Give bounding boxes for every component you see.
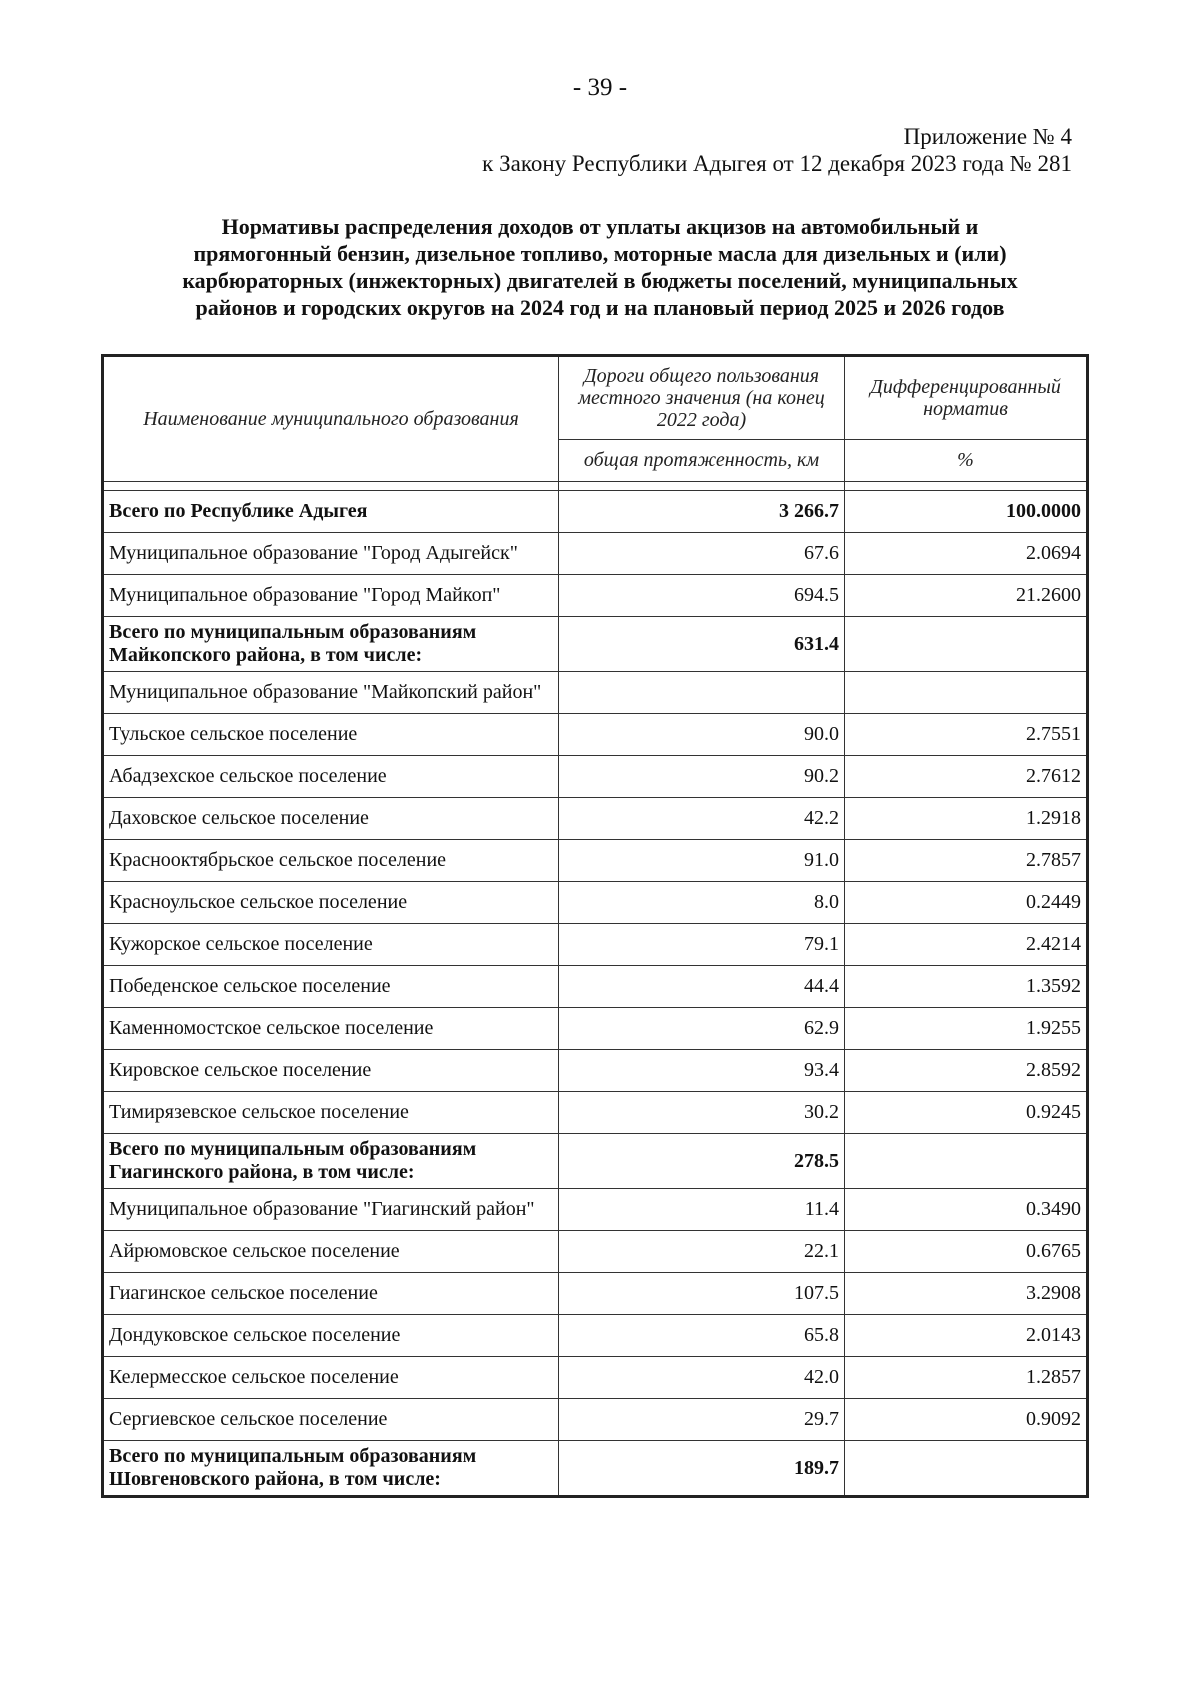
cell-normative-percent: 2.7612 <box>845 756 1088 798</box>
cell-normative-percent: 0.2449 <box>845 882 1088 924</box>
header-row <box>103 356 1088 440</box>
cell-municipality-name: Тульское сельское поселение <box>103 714 559 756</box>
cell-municipality-name: Абадзехское сельское поселение <box>103 756 559 798</box>
cell-road-length-km: 91.0 <box>559 840 845 882</box>
cell-municipality-name: Победенское сельское поселение <box>103 966 559 1008</box>
cell-municipality-name: Гиагинское сельское поселение <box>103 1273 559 1315</box>
cell-road-length-km: 90.2 <box>559 756 845 798</box>
cell-road-length-km: 694.5 <box>559 575 845 617</box>
total-row <box>103 617 1088 672</box>
cell-road-length-km: 30.2 <box>559 1092 845 1134</box>
header-roads: Дороги общего пользования местного значения (на конец 2022 года) <box>559 356 845 440</box>
cell-normative-percent: 1.9255 <box>845 1008 1088 1050</box>
cell-normative-percent: 0.9245 <box>845 1092 1088 1134</box>
cell-municipality-name: Муниципальное образование "Майкопский район" <box>103 672 559 714</box>
cell-municipality-name: Кужорское сельское поселение <box>103 924 559 966</box>
table-row <box>103 1092 1088 1134</box>
title-line: районов и городских округов на 2024 год и на плановый период 2025 и 2026 годов <box>195 295 1005 320</box>
table-row <box>103 1315 1088 1357</box>
cell-normative-percent: 100.0000 <box>845 491 1088 533</box>
table-row <box>103 533 1088 575</box>
cell-municipality-name: Тимирязевское сельское поселение <box>103 1092 559 1134</box>
cell-normative-percent: 2.0143 <box>845 1315 1088 1357</box>
cell-normative-percent: 0.6765 <box>845 1231 1088 1273</box>
cell-municipality-name: Сергиевское сельское поселение <box>103 1399 559 1441</box>
cell-municipality-name: Каменномостское сельское поселение <box>103 1008 559 1050</box>
cell-road-length-km <box>559 672 845 714</box>
cell-municipality-name: Муниципальное образование "Город Майкоп" <box>103 575 559 617</box>
cell-municipality-name: Всего по муниципальным образованиям Майкопского района, в том числе: <box>103 617 559 672</box>
header-roads-unit: общая протяженность, км <box>559 440 845 482</box>
cell-municipality-name: Келермесское сельское поселение <box>103 1357 559 1399</box>
cell-road-length-km: 8.0 <box>559 882 845 924</box>
cell-road-length-km: 79.1 <box>559 924 845 966</box>
table-row <box>103 798 1088 840</box>
document-title <box>100 213 1100 321</box>
appendix-law-reference: к Закону Республики Адыгея от 12 декабря 2023 года № 281 <box>482 151 1072 176</box>
normatives-table <box>101 354 1089 1498</box>
cell-municipality-name: Айрюмовское сельское поселение <box>103 1231 559 1273</box>
table-row <box>103 672 1088 714</box>
cell-road-length-km: 44.4 <box>559 966 845 1008</box>
table-row <box>103 756 1088 798</box>
cell-road-length-km: 93.4 <box>559 1050 845 1092</box>
cell-road-length-km: 631.4 <box>559 617 845 672</box>
cell-normative-percent: 0.3490 <box>845 1189 1088 1231</box>
table-row <box>103 924 1088 966</box>
cell-municipality-name: Даховское сельское поселение <box>103 798 559 840</box>
cell-road-length-km: 62.9 <box>559 1008 845 1050</box>
cell-municipality-name: Дондуковское сельское поселение <box>103 1315 559 1357</box>
cell-normative-percent <box>845 617 1088 672</box>
cell-road-length-km: 3 266.7 <box>559 491 845 533</box>
cell-normative-percent: 2.7857 <box>845 840 1088 882</box>
header-differentiated-normative: Дифференцированный норматив <box>845 356 1088 440</box>
cell-normative-percent: 0.9092 <box>845 1399 1088 1441</box>
header-separator <box>103 482 1088 491</box>
table-row <box>103 1008 1088 1050</box>
cell-road-length-km: 42.0 <box>559 1357 845 1399</box>
cell-road-length-km: 278.5 <box>559 1134 845 1189</box>
cell-municipality-name: Муниципальное образование "Гиагинский район" <box>103 1189 559 1231</box>
table-row <box>103 1231 1088 1273</box>
total-row <box>103 1441 1088 1497</box>
cell-municipality-name: Кировское сельское поселение <box>103 1050 559 1092</box>
cell-municipality-name: Всего по муниципальным образованиям Гиагинского района, в том числе: <box>103 1134 559 1189</box>
cell-road-length-km: 107.5 <box>559 1273 845 1315</box>
cell-normative-percent: 2.4214 <box>845 924 1088 966</box>
cell-municipality-name: Муниципальное образование "Город Адыгейск" <box>103 533 559 575</box>
cell-normative-percent: 1.2918 <box>845 798 1088 840</box>
cell-normative-percent: 21.2600 <box>845 575 1088 617</box>
table-row <box>103 966 1088 1008</box>
cell-road-length-km: 22.1 <box>559 1231 845 1273</box>
cell-road-length-km: 11.4 <box>559 1189 845 1231</box>
cell-normative-percent <box>845 672 1088 714</box>
table-row <box>103 575 1088 617</box>
page-number: - 39 - <box>572 74 628 101</box>
table-row <box>103 1357 1088 1399</box>
header-municipality-name: Наименование муниципального образования <box>103 356 559 482</box>
cell-normative-percent: 1.3592 <box>845 966 1088 1008</box>
cell-normative-percent: 2.0694 <box>845 533 1088 575</box>
cell-normative-percent <box>845 1441 1088 1497</box>
cell-municipality-name: Всего по Республике Адыгея <box>103 491 559 533</box>
cell-road-length-km: 29.7 <box>559 1399 845 1441</box>
cell-municipality-name: Красноульское сельское поселение <box>103 882 559 924</box>
cell-municipality-name: Всего по муниципальным образованиям Шовгеновского района, в том числе: <box>103 1441 559 1497</box>
header-diff-unit: % <box>845 440 1088 482</box>
table-row <box>103 714 1088 756</box>
table-row <box>103 1399 1088 1441</box>
table-row <box>103 1050 1088 1092</box>
cell-normative-percent: 1.2857 <box>845 1357 1088 1399</box>
cell-road-length-km: 67.6 <box>559 533 845 575</box>
cell-road-length-km: 42.2 <box>559 798 845 840</box>
title-line: Нормативы распределения доходов от уплаты акцизов на автомобильный и <box>221 214 979 239</box>
total-row <box>103 491 1088 533</box>
title-line: карбюраторных (инжекторных) двигателей в бюджеты поселений, муниципальных <box>182 268 1018 293</box>
cell-normative-percent: 3.2908 <box>845 1273 1088 1315</box>
cell-normative-percent <box>845 1134 1088 1189</box>
cell-normative-percent: 2.7551 <box>845 714 1088 756</box>
cell-normative-percent: 2.8592 <box>845 1050 1088 1092</box>
appendix-label: Приложение № 4 <box>903 124 1072 149</box>
table-row <box>103 882 1088 924</box>
cell-road-length-km: 189.7 <box>559 1441 845 1497</box>
table-row <box>103 1189 1088 1231</box>
cell-municipality-name: Краснооктябрьское сельское поселение <box>103 840 559 882</box>
table-row <box>103 1273 1088 1315</box>
cell-road-length-km: 90.0 <box>559 714 845 756</box>
table-row <box>103 840 1088 882</box>
cell-road-length-km: 65.8 <box>559 1315 845 1357</box>
title-line: прямогонный бензин, дизельное топливо, моторные масла для дизельных и (или) <box>193 241 1007 266</box>
total-row <box>103 1134 1088 1189</box>
